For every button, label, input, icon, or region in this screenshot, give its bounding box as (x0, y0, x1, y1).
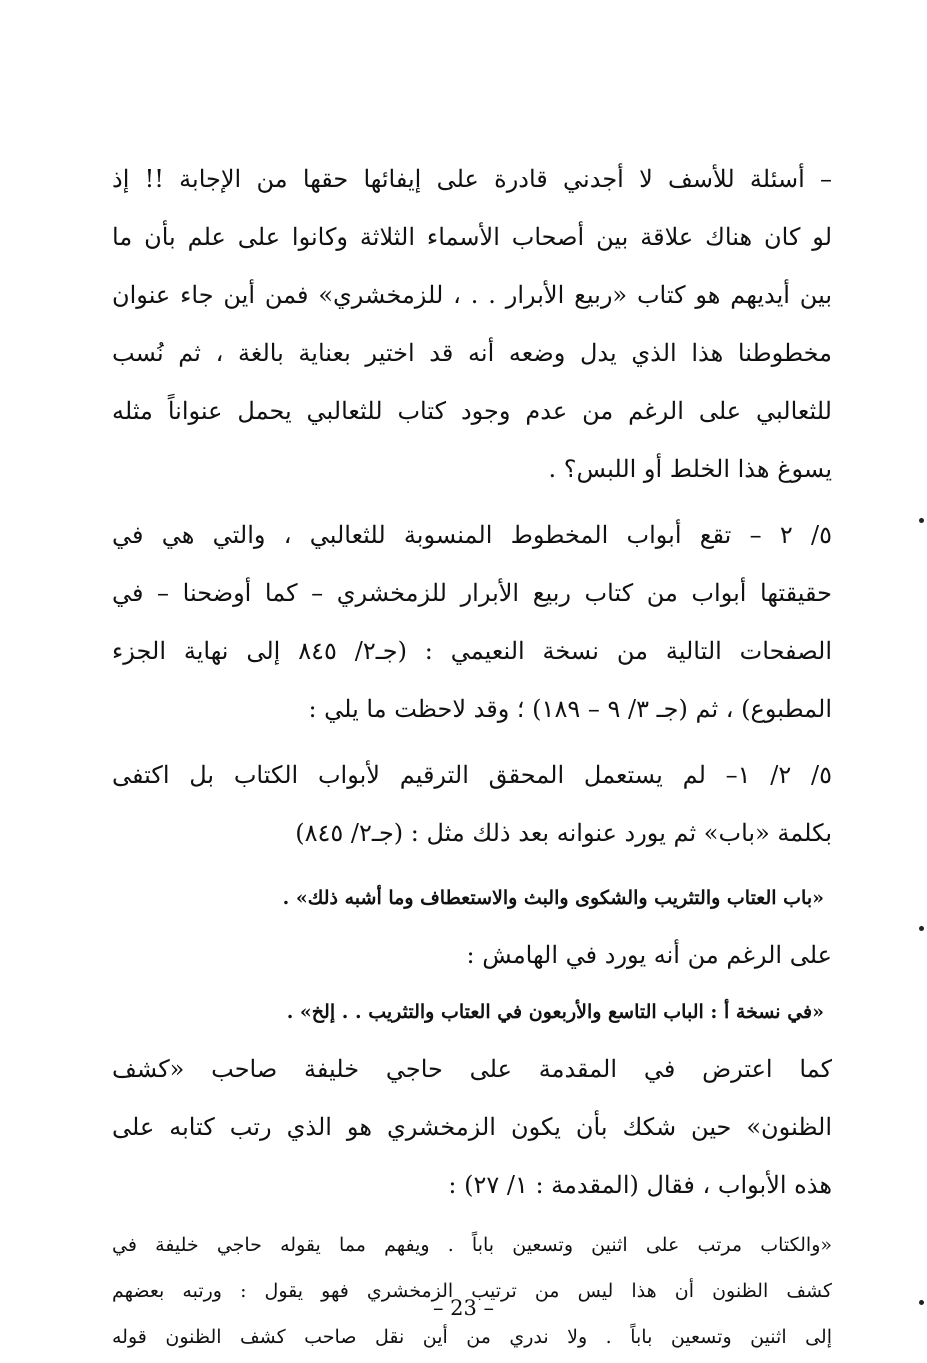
text-line: لو كان هناك علاقة بين أصحاب الأسماء الثلاثة وكانوا على علم بأن ما (112, 223, 832, 251)
text-line: بين أيديهم هو كتاب «ربيع الأبرار . . ، للزمخشري» فمن أين جاء عنوان (112, 281, 832, 309)
footnote-line: إلى اثنين وتسعين باباً . ولا ندري من أين نقل صاحب كشف الظنون قوله (112, 1326, 832, 1348)
text-line: حقيقتها أبواب من كتاب ربيع الأبرار للزمخشري – كما أوضحنا – في (112, 579, 832, 607)
footnote-quote (112, 1222, 832, 1360)
text-line: المطبوع) ، ثم (جـ ٣/ ٩ – ١٨٩) ؛ وقد لاحظت ما يلي : (308, 695, 832, 723)
text-line: الظنون» حين شكك بأن يكون الزمخشري هو الذي رتب كتابه على (112, 1113, 832, 1141)
text-line: هذه الأبواب ، فقال (المقدمة : ١/ ٢٧) : (448, 1171, 832, 1199)
text-line: للثعالبي على الرغم من عدم وجود كتاب للثعالبي يحمل عنواناً مثله (112, 397, 832, 425)
footnote-line: «والكتاب مرتب على اثنين وتسعين باباً . ويفهم مما يقوله حاجي خليفة في (112, 1234, 832, 1256)
paragraph-4 (112, 1040, 832, 1214)
text-line: ٥/ ٢/ ١– لم يستعمل المحقق الترقيم لأبواب الكتاب بل اكتفى (112, 761, 832, 789)
paragraph-2 (112, 506, 832, 738)
quote-1: «باب العتاب والتثريب والشكوى والبث والاستعطاف وما أشبه ذلك» . (282, 887, 824, 909)
text-line: ٥/ ٢ – تقع أبواب المخطوط المنسوبة للثعالبي ، والتي هي في (112, 521, 832, 549)
page-body (112, 150, 832, 1360)
text-line: بكلمة «باب» ثم يورد عنوانه بعد ذلك مثل : (جـ٢/ ٨٤٥) (295, 819, 832, 847)
text-line: – أسئلة للأسف لا أجدني قادرة على إيفائها حقها من الإجابة !! إذ (112, 165, 832, 193)
paragraph-1 (112, 150, 832, 498)
text-line: الصفحات التالية من نسخة النعيمي : (جـ٢/ ٨٤٥ إلى نهاية الجزء (112, 637, 832, 665)
text-line-between: على الرغم من أنه يورد في الهامش : (466, 941, 832, 969)
scan-speck (919, 926, 924, 931)
paragraph-3 (112, 746, 832, 862)
footnote-line: كشف الظنون أن هذا ليس من ترتيب الزمخشري فهو يقول : ورتبه بعضهم (112, 1280, 832, 1302)
scan-speck (919, 1300, 924, 1305)
scan-speck (919, 518, 924, 523)
page-number: – 23 – (432, 1296, 495, 1320)
quote-2: «في نسخة أ : الباب التاسع والأربعون في العتاب والتثريب . . إلخ» . (286, 1001, 824, 1023)
text-line: يسوغ هذا الخلط أو اللبس؟ . (548, 455, 832, 483)
text-line: كما اعترض في المقدمة على حاجي خليفة صاحب «كشف (112, 1055, 832, 1083)
text-line: مخطوطنا هذا الذي يدل وضعه أنه قد اختير بعناية بالغة ، ثم نُسب (112, 339, 832, 367)
